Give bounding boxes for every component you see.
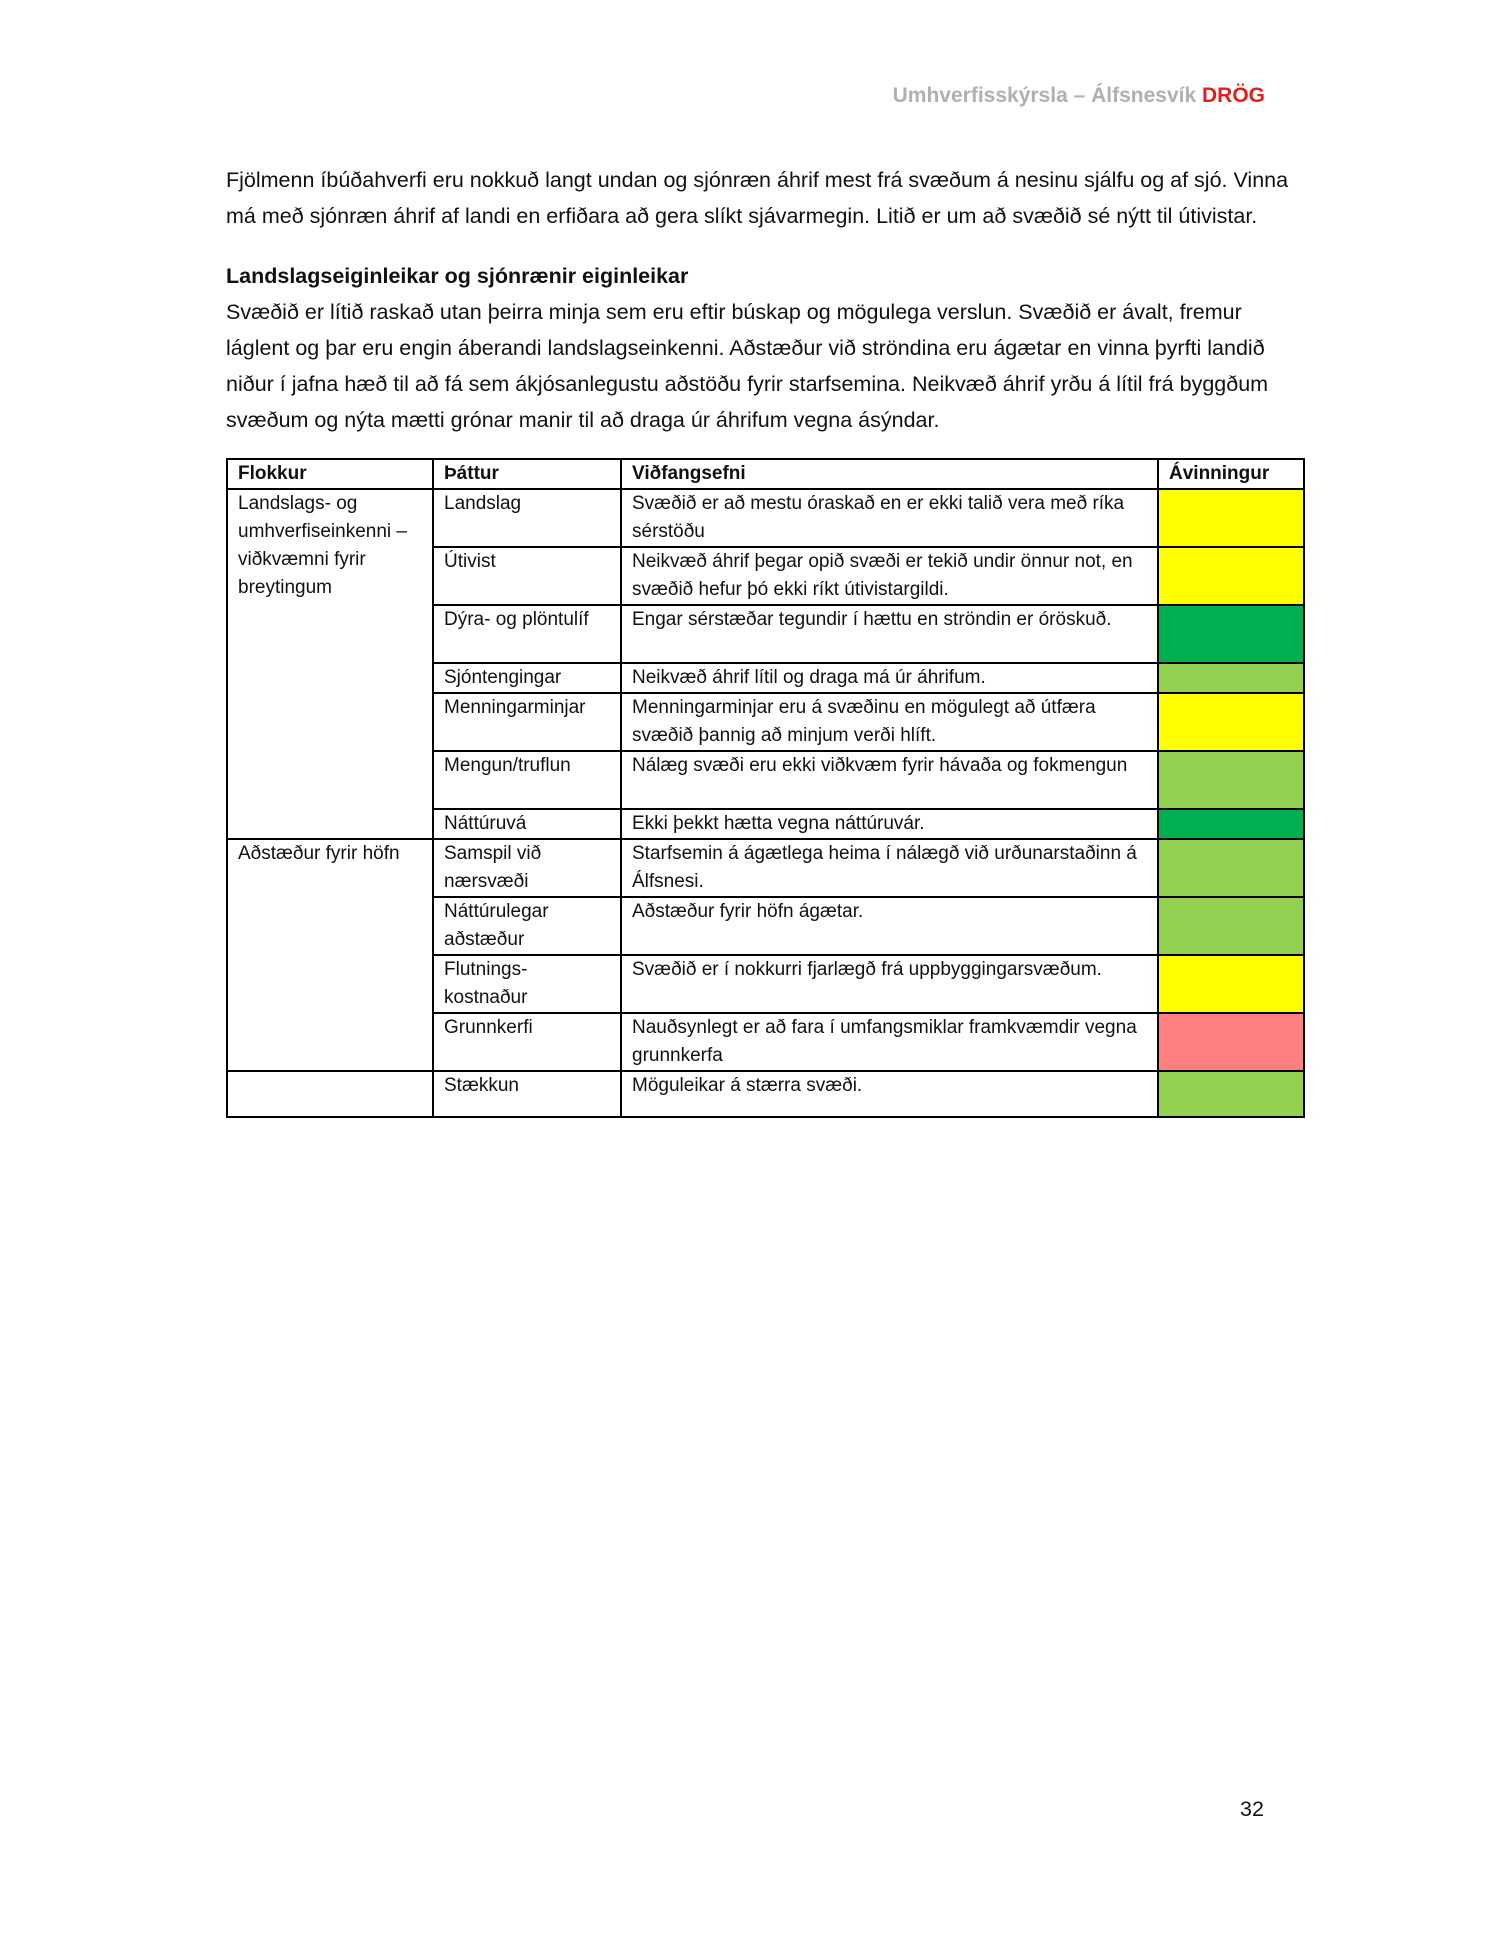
factor-cell: Flutnings-kostnaður [433,955,621,1013]
factor-cell: Náttúrulegar aðstæður [433,897,621,955]
benefit-rating-cell [1158,751,1304,809]
subject-cell: Svæðið er að mestu óraskað en er ekki talið vera með ríka sérstöðu [621,489,1158,547]
factor-cell: Útivist [433,547,621,605]
factor-cell: Grunnkerfi [433,1013,621,1071]
benefit-rating-cell [1158,809,1304,839]
factor-cell: Menningarminjar [433,693,621,751]
document-title: Umhverfisskýrsla – Álfsnesvík [892,84,1197,107]
factor-cell: Landslag [433,489,621,547]
benefit-rating-cell [1158,1013,1304,1071]
page-number: 32 [1240,1797,1264,1821]
table-header-row [227,459,1304,489]
page-content [226,162,1306,1118]
header-category: Flokkur [227,459,433,489]
table-row [227,839,1304,897]
factor-cell: Náttúruvá [433,809,621,839]
benefit-rating-cell [1158,489,1304,547]
factor-cell: Sjóntengingar [433,663,621,693]
intro-paragraph: Fjölmenn íbúðahverfi eru nokkuð langt undan og sjónræn áhrif mest frá svæðum á nesinu sjálfu og af sjó. Vinna má með sjónræn áhrif af landi en erfiðara að gera slíkt sjávarmegin. Litið er um að svæðið sé nýtt til útivistar. [226,168,1289,228]
category-cell [227,1071,433,1117]
benefit-rating-cell [1158,693,1304,751]
subject-cell: Svæðið er í nokkurri fjarlægð frá uppbyggingarsvæðum. [621,955,1158,1013]
benefit-rating-cell [1158,897,1304,955]
header-factor: Þáttur [433,459,621,489]
subject-cell: Engar sérstæðar tegundir í hættu en ströndin er óröskuð. [621,605,1158,663]
benefit-rating-cell [1158,663,1304,693]
subject-cell: Starfsemin á ágætlega heima í nálægð við urðunarstaðinn á Álfsnesi. [621,839,1158,897]
category-cell: Aðstæður fyrir höfn [227,839,433,1071]
table-row [227,1071,1304,1117]
benefit-rating-cell [1158,839,1304,897]
benefit-rating-cell [1158,955,1304,1013]
factor-cell: Mengun/truflun [433,751,621,809]
subject-cell: Menningarminjar eru á svæðinu en mögulegt að útfæra svæðið þannig að minjum verði hlíft. [621,693,1158,751]
header-subject: Viðfangsefni [621,459,1158,489]
factor-cell: Stækkun [433,1071,621,1117]
header-benefit: Ávinningur [1158,459,1304,489]
section-heading: Landslagseiginleikar og sjónrænir eiginleikar [226,264,689,288]
subject-cell: Ekki þekkt hætta vegna náttúruvár. [621,809,1158,839]
draft-label: DRÖG [1202,84,1265,107]
category-cell: Landslags- og umhverfiseinkenni – viðkvæmni fyrir breytingum [227,489,433,839]
page-header [893,84,1265,108]
benefit-rating-cell [1158,1071,1304,1117]
factor-cell: Dýra- og plöntulíf [433,605,621,663]
factor-cell: Samspil við nærsvæði [433,839,621,897]
subject-cell: Nauðsynlegt er að fara í umfangsmiklar framkvæmdir vegna grunnkerfa [621,1013,1158,1071]
subject-cell: Neikvæð áhrif lítil og draga má úr áhrifum. [621,663,1158,693]
table-row [227,489,1304,547]
subject-cell: Neikvæð áhrif þegar opið svæði er tekið undir önnur not, en svæðið hefur þó ekki ríkt útivistargildi. [621,547,1158,605]
benefit-rating-cell [1158,547,1304,605]
subject-cell: Möguleikar á stærra svæði. [621,1071,1158,1117]
subject-cell: Nálæg svæði eru ekki viðkvæm fyrir hávaða og fokmengun [621,751,1158,809]
section-paragraph: Svæðið er lítið raskað utan þeirra minja sem eru eftir búskap og mögulega verslun. Svæðið er ávalt, fremur láglent og þar eru engin áberandi landslagseinkenni. Aðstæður við ströndina eru ágætar en vinna þyrfti landið niður í jafna hæð til að fá sem ákjósanlegustu aðstöðu fyrir starfsemina. Neikvæð áhrif yrðu á lítil frá byggðum svæðum og nýta mætti grónar manir til að draga úr áhrifum vegna ásýndar. [226,300,1269,432]
benefit-rating-cell [1158,605,1304,663]
assessment-table [226,458,1305,1118]
subject-cell: Aðstæður fyrir höfn ágætar. [621,897,1158,955]
